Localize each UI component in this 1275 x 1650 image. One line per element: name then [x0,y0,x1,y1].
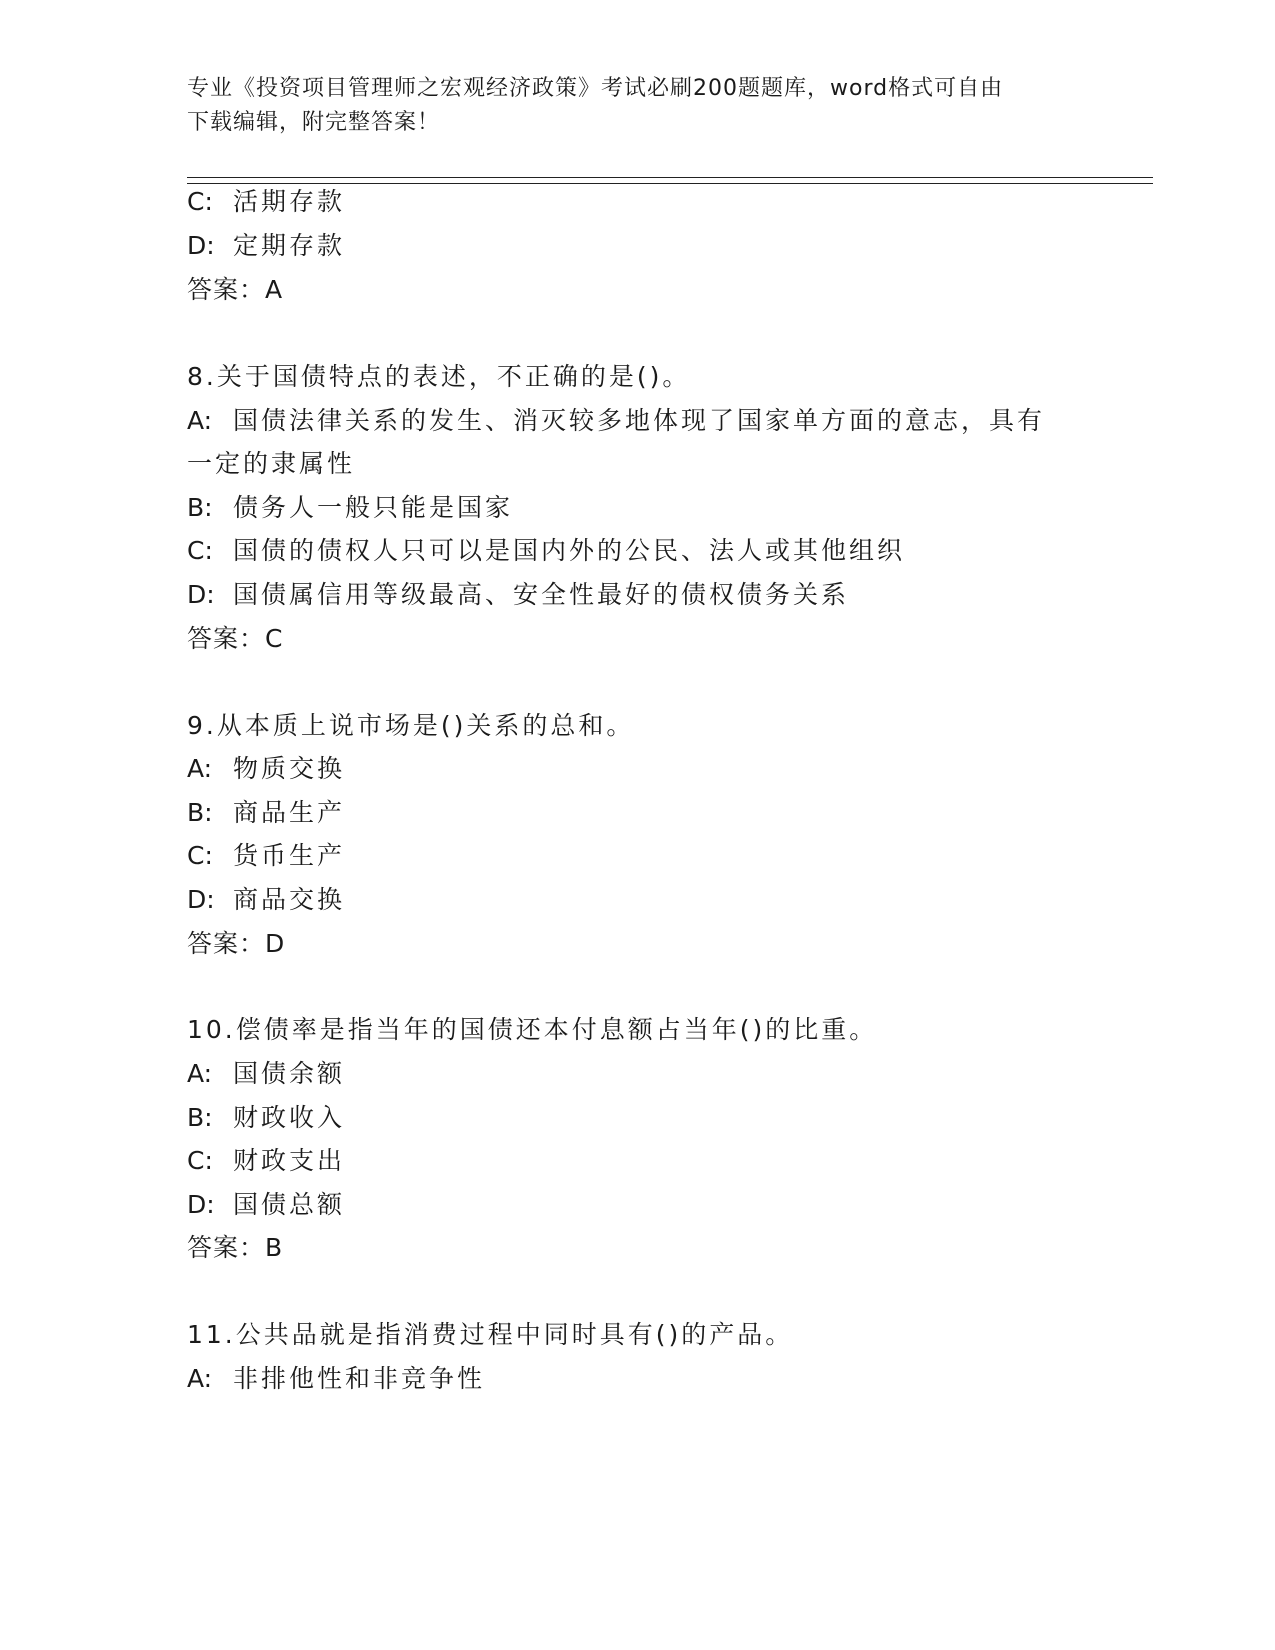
option-key: A: [187,1364,213,1393]
option-key: B: [187,798,213,827]
option-line [187,838,345,874]
option-key: D: [187,231,215,260]
option-line [187,795,345,831]
question-stem: 10.偿债率是指当年的国债还本付息额占当年()的比重。 [187,1015,878,1044]
option-text: 物质交换 [233,754,346,783]
option-text: 商品交换 [233,885,346,914]
option-key: C: [187,187,213,216]
option-line [187,882,345,918]
option-text: 国债的债权人只可以是国内外的公民、法人或其他组织 [233,536,906,565]
option-key: C: [187,536,213,565]
header-divider-top [187,177,1153,178]
option-key: A: [187,754,213,783]
option-line [187,184,345,220]
option-key: B: [187,493,213,522]
option-text: 非排他性和非竞争性 [233,1364,486,1393]
option-line [187,228,345,264]
option-line [187,1361,485,1397]
question-stem: 9.从本质上说市场是()关系的总和。 [187,711,635,740]
header-line-2: 下载编辑，附完整答案！ [187,110,441,135]
option-text: 国债余额 [233,1059,346,1088]
header-line-1: 专业《投资项目管理师之宏观经济政策》考试必刷200题题库，word格式可自由 [187,76,1004,101]
option-text: 财政收入 [233,1103,346,1132]
option-text: 国债总额 [233,1190,346,1219]
answer-line: 答案：D [187,929,286,958]
question-stem: 8.关于国债特点的表述，不正确的是()。 [187,362,691,391]
option-key: A: [187,1059,213,1088]
option-key: C: [187,1146,213,1175]
document-header [187,72,1087,140]
option-text: 国债法律关系的发生、消灭较多地体现了国家单方面的意志，具有 [233,406,1046,435]
option-text: 国债属信用等级最高、安全性最好的债权债务关系 [233,580,850,609]
answer-line: 答案：C [187,624,284,653]
answer-line: 答案：B [187,1233,284,1262]
option-text: 商品生产 [233,798,346,827]
option-line [187,1143,345,1179]
option-continuation: 一定的隶属性 [187,449,356,478]
option-line [187,1056,345,1092]
option-line [187,1100,345,1136]
option-text: 货币生产 [233,841,346,870]
option-key: B: [187,1103,213,1132]
option-key: D: [187,580,215,609]
option-text: 定期存款 [233,231,346,260]
answer-line: 答案：A [187,275,284,304]
option-line [187,490,513,526]
option-text: 活期存款 [233,187,346,216]
option-text: 财政支出 [233,1146,346,1175]
option-key: C: [187,841,213,870]
option-line [187,533,905,569]
option-line [187,751,345,787]
option-key: D: [187,1190,215,1219]
question-stem: 11.公共品就是指消费过程中同时具有()的产品。 [187,1320,794,1349]
option-key: A: [187,406,213,435]
option-text: 债务人一般只能是国家 [233,493,514,522]
option-line [187,1187,345,1223]
option-line [187,577,849,613]
option-line [187,403,1045,439]
option-key: D: [187,885,215,914]
